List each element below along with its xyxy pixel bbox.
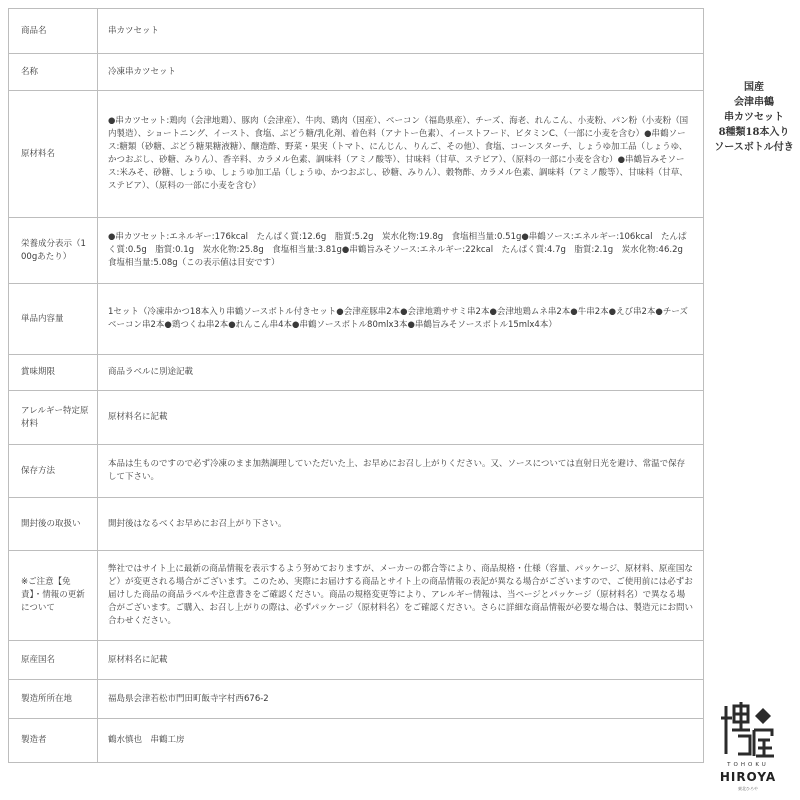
spec-label: ※ご注意【免責】・情報の更新について	[9, 551, 98, 641]
spec-value: 開封後はなるべくお早めにお召上がり下さい。	[98, 498, 704, 551]
spec-label: 栄養成分表示（100gあたり）	[9, 218, 98, 284]
spec-value: 商品ラベルに別途記載	[98, 355, 704, 391]
spec-label: 製造者	[9, 719, 98, 763]
product-spec-table	[8, 8, 704, 763]
spec-value: 原材料名に記載	[98, 391, 704, 445]
spec-value: 弊社ではサイト上に最新の商品情報を表示するよう努めておりますが、メーカーの都合等により、商品規格・仕様（容量、パッケージ、原材料、原産国など）が変更される場合がございます。このため、実際にお届けする商品とサイト上の商品情報の表記が異なる場合がございますので、ご使用前には必ずお届けした商品の商品ラベルや注意書きをご確認ください。商品の規格変更等により、アレルギー情報は、当ページとパッケージ（原材料名）で異なる場合がございます。ご購入、お召し上がりの際は、必ずパッケージ（原材料名）をご確認ください。さらに詳細な商品情報が必要な場合は、製造元にお問い合わせください。	[98, 551, 704, 641]
spec-label: 開封後の取扱い	[9, 498, 98, 551]
spec-row-ingredients	[9, 91, 704, 218]
caption-line: 串カツセット	[724, 112, 784, 123]
hiroya-logo	[718, 700, 778, 795]
caption-line: ソースボトル付き	[714, 142, 794, 153]
spec-row-manufacturer	[9, 719, 704, 763]
logo-name-text: HIROYA	[719, 770, 777, 784]
spec-row-product-name	[9, 9, 704, 54]
spec-value: 鶴水慎也 串鶴工房	[98, 719, 704, 763]
spec-label: 名称	[9, 54, 98, 91]
spec-label: 原材料名	[9, 91, 98, 218]
spec-value: 串カツセット	[98, 9, 704, 54]
logo-sub-text: TOHOKU	[727, 762, 769, 768]
spec-value: 1セット（冷凍串かつ18本入り串鶴ソースボトル付きセット●会津産豚串2本●会津地鶏ササミ串2本●会津地鶏ムネ串2本●牛串2本●えび串2本●チーズベーコン串2本●鶏つくね串2本●れんこん串4本●串鶴ソースボトル80mlx3本●串鶴旨みそソースボトル15mlx4本）	[98, 284, 704, 355]
spec-row-disclaimer	[9, 551, 704, 641]
spec-label: 保存方法	[9, 445, 98, 498]
spec-label: 原産国名	[9, 641, 98, 680]
spec-label: 賞味期限	[9, 355, 98, 391]
spec-value: 福島県会津若松市門田町飯寺字村西676-2	[98, 680, 704, 719]
spec-row-factory-address	[9, 680, 704, 719]
spec-row-best-before	[9, 355, 704, 391]
spec-value: ●串カツセット:鶏肉（会津地鶏）、豚肉（会津産）、牛肉、鶏肉（国産）、ベーコン（福島県産）、チーズ、海老、れんこん、小麦粉、パン粉（小麦粉（国内製造）、ショートニング、イースト、食塩、ぶどう糖/乳化剤、着色料（アナトー色素）、イーストフード、ビタミンC、（一部に小麦を含む）●串鶴ソース:糖類（砂糖、ぶどう糖果糖液糖）、醸造酢、野菜・果実（トマト、にんじん、りんご、その他）、食塩、コーンスターチ、しょうゆ加工品（しょうゆ、かつおぶし、砂糖、みりん）、香辛料、カラメル色素、調味料（アミノ酸等）、甘味料（甘草、ステビア）、（原料の一部に小麦を含む）●串鶴旨みそソース:米みそ、砂糖、しょうゆ、しょうゆ加工品（しょうゆ、かつおぶし、砂糖、みりん）、穀物酢、カラメル色素、調味料（アミノ酸等）、甘味料（甘草、ステビア）、（原料の一部に小麦を含む）	[98, 91, 704, 218]
spec-value: ●串カツセット:エネルギー:176kcal たんぱく質:12.6g 脂質:5.2g 炭水化物:19.8g 食塩相当量:0.51g●串鶴ソース:エネルギー:106kcal たんぱく質:0.5g 脂質:0.1g 炭水化物:25.8g 食塩相当量:3.81g●串鶴旨みそソース:エネルギー:22kcal たんぱく質:4.7g 脂質:2.1g 炭水化物:46.2g 食塩相当量:5.08g（この表示値は目安です）	[98, 218, 704, 284]
product-side-caption	[708, 80, 800, 155]
spec-label: 製造所所在地	[9, 680, 98, 719]
caption-line: 8種類18本入り	[718, 127, 790, 138]
caption-line: 国産	[744, 82, 764, 93]
spec-value: 本品は生ものですので必ず冷凍のまま加熱調理していただいた上、お早めにお召し上がりください。又、ソースについては直射日光を避け、常温で保存して下さい。	[98, 445, 704, 498]
spec-label: 単品内容量	[9, 284, 98, 355]
spec-row-name	[9, 54, 704, 91]
spec-row-country-of-origin	[9, 641, 704, 680]
spec-row-nutrition	[9, 218, 704, 284]
spec-label: アレルギー特定原材料	[9, 391, 98, 445]
spec-row-allergens	[9, 391, 704, 445]
spec-row-contents	[9, 284, 704, 355]
spec-value: 原材料名に記載	[98, 641, 704, 680]
hiroya-kanji-mark-icon	[720, 700, 774, 760]
spec-value: 冷凍串カツセット	[98, 54, 704, 91]
spec-row-after-opening	[9, 498, 704, 551]
spec-label: 商品名	[9, 9, 98, 54]
logo-tag-text: 東北ひろや	[738, 786, 758, 791]
spec-row-storage	[9, 445, 704, 498]
caption-line: 会津串鶴	[734, 97, 774, 108]
